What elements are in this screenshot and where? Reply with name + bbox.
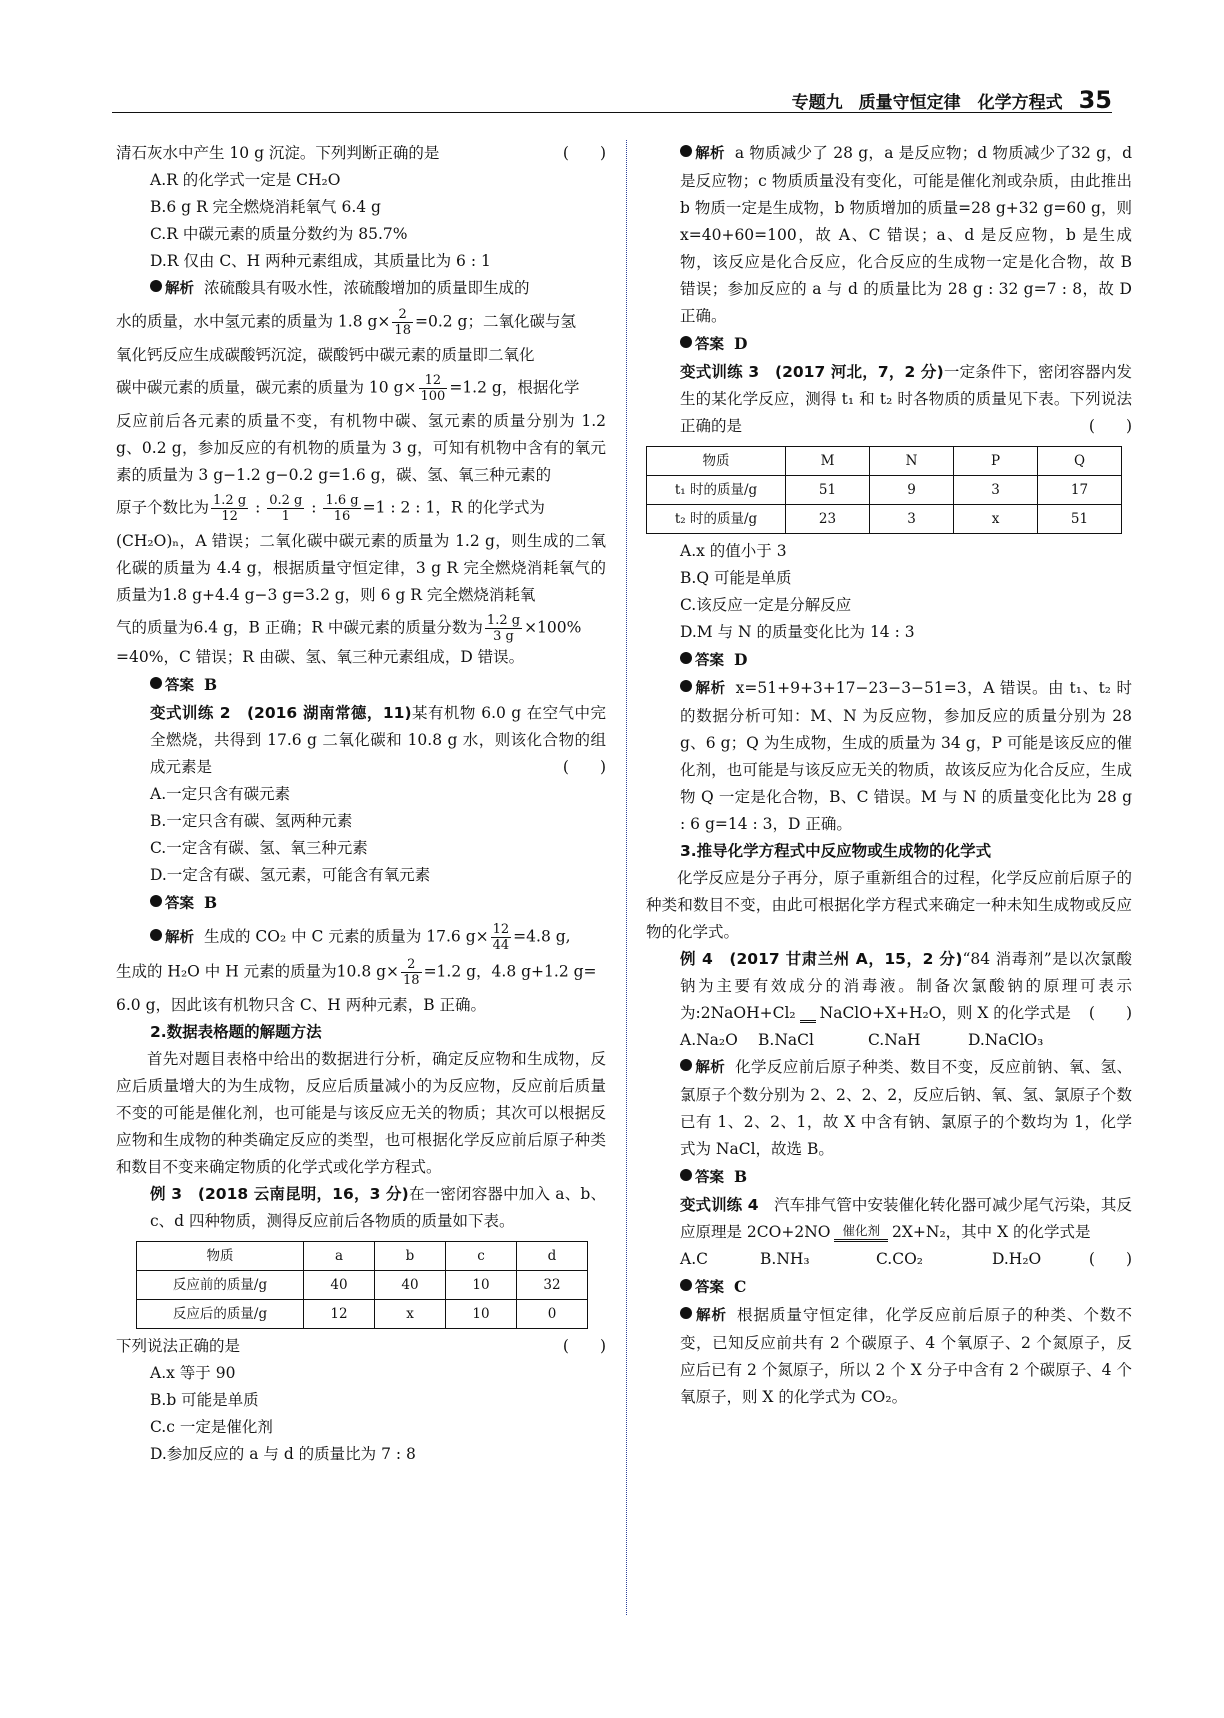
answer-3: C 答案 D bbox=[646, 330, 1132, 359]
page-header bbox=[792, 86, 1112, 114]
answer-4: C 答案 D bbox=[646, 646, 1132, 675]
table-row: 物质 M N P Q bbox=[647, 447, 1122, 476]
option: C.一定含有碳、氢、氧三种元素 bbox=[150, 839, 368, 857]
section-heading-2: 2.数据表格题的解题方法 bbox=[150, 1023, 322, 1041]
variant-3: 变式训练 3 (2017 河北，7，2 分)一定条件下，密闭容器内发生的某化学反应，测得 t₁ 和 t₂ 时各物质的质量见下表。下列说法正确的是 ( ) bbox=[680, 363, 1132, 435]
option: D.一定含有碳、氢元素，可能含有氧元素 bbox=[150, 866, 431, 884]
option: C.c 一定是催化剂 bbox=[150, 1418, 273, 1436]
table-row: t₂ 时的质量/g 23 3 x 51 bbox=[647, 505, 1122, 534]
left-column: 清石灰水中产生 10 g 沉淀。下列判断正确的是 ( ) A.R 的化学式一定是 CH₂O B.6 g R 完全燃烧消耗氧气 6.4 g C.R 中碳元素的质量分数约为 85.7% D.R 仅由 C、H 两种元素组成，其质量比为 6 : 1 C 解析 浓硫酸具有吸水性，浓硫酸增加的质量即生成的 水的质量，水中氢元素的质量为 1.8 g× $\frac{2}{18}$ =0.2 g；二氧化碳与氢 氧化钙反应生成碳酸钙沉淀，碳酸钙中碳元素的质量即二氧化 碳中碳元素的质量，碳元素的质量为 10 g× $\frac{12}{100}$ =1.2 g，根据化学 反应前后各元素的质量不变，有机物中碳、氢元素的质量分别为 1.2 g、0.2 g，参加反应的有机物的质量为 3 g，可知有机物中含有的氧元素的质量为 3 g−1.2 g−0.2 g=1.6 g，碳、氢、氧三种元素的 原子个数比为 $\frac{1.2 g}{12}$ : $\frac{0.2 g}{1}$ : $\frac{1.6 g}{16}$ =1 : 2 : 1，R 的化学式为 (CH₂O)ₙ，A 错误；二氧化碳中碳元素的质量为 1.2 g，则生成的二氧化碳的质量为 4.4 g，根据质量守恒定律，3 g R 完全燃烧消耗氧气的质量为1.8 g+4.4 g−3 g=3.2 g，则 6 g R 完全燃烧消耗氧 气的质量为6.4 g，B 正确；R 中碳元素的质量分数为 $\frac{1.2 g}{3 g}$ ×100% =40%，C 错误；R 由碳、氢、氧三种元素组成，D 错误。 C 答案 B 变式训练 2 (2016 湖南常德，11)某有机物 6.0 g 在空气中完全燃烧，共得到 17.6 g 二氧化碳和 10.8 g 水，则该化合物的组成元素是 ( ) A.一定只含有碳元素 B.一定只含有碳、氢两种元素 C.一定含有碳、氢、氧三种元素 D.一定含有碳、氢元素，可能含有氧元素 C 答案 B C 解析 生成的 CO₂ 中 C 元素的质量为 17.6 g× $\frac{12}{44}$ =4.8 g, 生成的 H₂O 中 H 元素的质量为10.8 g× $\frac{2}{18}$ =1.2 g，4.8 g+1.2 g= 6.0 g，因此该有机物只含 C、H 两种元素，B 正确。 2.数据表格题的解题方法 首先对题目表格中给出的数据进行分析，确定反应物和生成物，反应后质量增大的为生成物，反应后质量减小的为反应物，反应前后质量不变的可能是催化剂，也可能是与该反应无关的物质；其次可以根据反应物和生成物的种类确定反应的类型，也可根据化学反应前后原子种类和数目不变来确定物质的化学式或化学方程式。 例 3 (2018 云南昆明，16，3 分)在一密闭容器中加入 a、b、c、d 四种物质，测得反应前后各物质的质量如下表。 物质 a b c d 反应前的质量/g 40 40 10 32 反应后的质量/g 12 x 10 0 下列说法正确的是 ( ) A.x 等于 90 B.b 可能是单质 C.c 一定是催化剂 D.参加反应的 a 与 d 的质量比为 7 : 8 bbox=[116, 140, 606, 1468]
table-row: 反应后的质量/g 12 x 10 0 bbox=[137, 1300, 588, 1329]
right-column bbox=[646, 140, 1132, 1411]
example-3: 例 3 (2018 云南昆明，16，3 分)在一密闭容器中加入 a、b、c、d 四种物质，测得反应前后各物质的质量如下表。 bbox=[150, 1185, 607, 1230]
option: D.参加反应的 a 与 d 的质量比为 7 : 8 bbox=[150, 1445, 416, 1463]
option: D.R 仅由 C、H 两种元素组成，其质量比为 6 : 1 bbox=[150, 252, 491, 270]
option: A.R 的化学式一定是 CH₂O bbox=[150, 171, 341, 189]
reaction-arrow bbox=[800, 1005, 816, 1023]
section-text-3: 化学反应是分子再分，原子重新组合的过程，化学反应前后原子的种类和数目不变，由此可根据化学方程式来确定一种未知生成物或反应物的化学式。 bbox=[646, 869, 1132, 941]
table-row: t₁ 时的质量/g 51 9 3 17 bbox=[647, 476, 1122, 505]
option-row bbox=[646, 1027, 1132, 1054]
analysis-5: C 解析 化学反应前后原子种类、数目不变，反应前钠、氧、氢、氯原子个数分别为 2、2、2、2，反应后钠、氧、氢、氯原子个数已有 1、2、2、1，故 X 中含有钠、氯原子的个数均为 1，化学式为 NaCl，故选 B。 bbox=[646, 1054, 1132, 1163]
analysis-icon: C 解析 bbox=[150, 281, 194, 297]
example-4: 例 4 (2017 甘肃兰州 A，15，2 分)“84 消毒剂”是以次氯酸钠为主要有效成分的消毒液。制备次氯酸钠的原理可表示为:2NaOH+Cl₂ NaClO+X+H₂O，则 X 的化学式是 ( ) bbox=[680, 950, 1132, 1022]
analysis-6: C 解析 根据质量守恒定律，化学反应前后原子的种类、个数不变，已知反应前共有 2 个碳原子、4 个氧原子、2 个氮原子，反应后已有 2 个氮原子，所以 2 个 X 分子中含有 2 个碳原子、4 个氧原子，则 X 的化学式为 CO₂。 bbox=[646, 1302, 1132, 1411]
answer-icon: C 答案 bbox=[680, 1280, 724, 1296]
answer-2: C 答案 B bbox=[116, 889, 606, 918]
table-variant-3 bbox=[646, 446, 1122, 534]
chapter-title: 质量守恒定律 化学方程式 bbox=[858, 93, 1063, 113]
page-number: 35 bbox=[1078, 86, 1112, 114]
reaction-arrow: 催化剂 bbox=[834, 1224, 888, 1242]
option-row bbox=[646, 1246, 1089, 1273]
option: C.CO₂ bbox=[876, 1250, 924, 1268]
answer-1: C 答案 B bbox=[116, 671, 606, 700]
option: A.Na₂O bbox=[680, 1031, 738, 1049]
analysis-icon: C 解析 bbox=[680, 681, 726, 697]
analysis-icon: C 解析 bbox=[680, 146, 725, 162]
section-text-2: 首先对题目表格中给出的数据进行分析，确定反应物和生成物，反应后质量增大的为生成物，反应后质量减小的为反应物，反应前后质量不变的可能是催化剂，也可能是与该反应无关的物质；其次可以根据反应物和生成物的种类确定反应的类型，也可根据化学反应前后原子种类和数目不变来确定物质的化学式或化学方程式。 bbox=[116, 1050, 606, 1176]
fraction: $\frac{1.2 g}{12}$ bbox=[213, 493, 247, 524]
option: C.该反应一定是分解反应 bbox=[680, 596, 852, 614]
fraction: $\frac{0.2 g}{1}$ bbox=[269, 493, 303, 524]
analysis-icon: C 解析 bbox=[680, 1060, 725, 1076]
option: B.b 可能是单质 bbox=[150, 1391, 259, 1409]
option: B.NH₃ bbox=[760, 1250, 810, 1268]
option: B.Q 可能是单质 bbox=[680, 569, 792, 587]
variant-4: 变式训练 4 汽车排气管中安装催化转化器可减少尾气污染，其反应原理是 2CO+2NO 催化剂 2X+N₂，其中 X 的化学式是 ( ) bbox=[680, 1196, 1132, 1268]
column-divider bbox=[626, 140, 627, 1615]
option: B.一定只含有碳、氢两种元素 bbox=[150, 812, 353, 830]
chapter-label: 专题九 bbox=[791, 93, 843, 113]
fraction: $\frac{12}{44}$ bbox=[492, 922, 510, 953]
fraction: $\frac{12}{100}$ bbox=[420, 373, 446, 404]
answer-6: C 答案 C bbox=[646, 1273, 1132, 1302]
fraction: $\frac{2}{18}$ bbox=[394, 307, 411, 338]
analysis-3: C 解析 a 物质减少了 28 g，a 是反应物；d 物质减少了32 g，d 是反应物；c 物质质量没有变化，可能是催化剂或杂质，由此推出 b 物质一定是生成物，b 物质增加的质量=28 g+32 g=60 g，则 x=40+60=100，故 A、C 错误；a、d 是反应物，b 是生成物，该反应是化合反应，化合反应的生成物一定是化合物，故 B 错误；参加反应的 a 与 d 的质量比为 28 g : 32 g=7 : 8，故 D 正确。 bbox=[646, 140, 1132, 330]
option: A.x 的值小于 3 bbox=[680, 542, 787, 560]
option: D.H₂O bbox=[992, 1250, 1042, 1268]
analysis-icon: C 解析 bbox=[150, 930, 194, 946]
table-row: 反应前的质量/g 40 40 10 32 bbox=[137, 1271, 588, 1300]
variant-2: 变式训练 2 (2016 湖南常德，11)某有机物 6.0 g 在空气中完全燃烧，共得到 17.6 g 二氧化碳和 10.8 g 水，则该化合物的组成元素是 ( ) bbox=[150, 704, 606, 776]
option: C.NaH bbox=[868, 1031, 921, 1049]
answer-5: C 答案 B bbox=[646, 1163, 1132, 1192]
analysis-icon: C 解析 bbox=[680, 1308, 727, 1324]
option: A.x 等于 90 bbox=[150, 1364, 236, 1382]
table-row: 物质 a b c d bbox=[137, 1242, 588, 1271]
option: D.NaClO₃ bbox=[968, 1031, 1044, 1049]
analysis-1: C 解析 浓硫酸具有吸水性，浓硫酸增加的质量即生成的 bbox=[116, 275, 606, 303]
question-tail: 清石灰水中产生 10 g 沉淀。下列判断正确的是 ( ) bbox=[116, 144, 606, 162]
header-rule bbox=[112, 112, 1112, 113]
answer-icon: C 答案 bbox=[680, 337, 724, 353]
section-heading-3: 3.推导化学方程式中反应物或生成物的化学式 bbox=[680, 842, 992, 860]
answer-icon: C 答案 bbox=[150, 896, 194, 912]
analysis-4: C 解析 x=51+9+3+17−23−3−51=3，A 错误。由 t₁、t₂ 时的数据分析可知：M、N 为反应物，参加反应的质量分别为 28 g、6 g；Q 为生成物，生成的质量为 34 g，P 可能是该反应的催化剂，也可能是与该反应无关的物质，故该反应为化合反应，生成物 Q 一定是化合物，B、C 错误。M 与 N 的质量变化比为 28 g : 6 g=14 : 3，D 正确。 bbox=[646, 675, 1132, 838]
option: C.R 中碳元素的质量分数约为 85.7% bbox=[150, 225, 408, 243]
fraction: $\frac{1.6 g}{16}$ bbox=[325, 493, 359, 524]
fraction: $\frac{1.2 g}{3 g}$ bbox=[486, 613, 521, 644]
answer-icon: C 答案 bbox=[150, 678, 194, 694]
fraction: $\frac{2}{18}$ bbox=[403, 957, 420, 988]
option: A.一定只含有碳元素 bbox=[150, 785, 291, 803]
option: A.C bbox=[680, 1250, 708, 1268]
table-example-3 bbox=[136, 1241, 588, 1329]
answer-icon: C 答案 bbox=[680, 1170, 724, 1186]
answer-icon: C 答案 bbox=[680, 653, 724, 669]
option: B.6 g R 完全燃烧消耗氧气 6.4 g bbox=[150, 198, 381, 216]
option: D.M 与 N 的质量变化比为 14 : 3 bbox=[680, 623, 915, 641]
analysis-2: C 解析 生成的 CO₂ 中 C 元素的质量为 17.6 g× $\frac{12}{44}$ =4.8 g, bbox=[116, 922, 606, 953]
option: B.NaCl bbox=[758, 1031, 814, 1049]
